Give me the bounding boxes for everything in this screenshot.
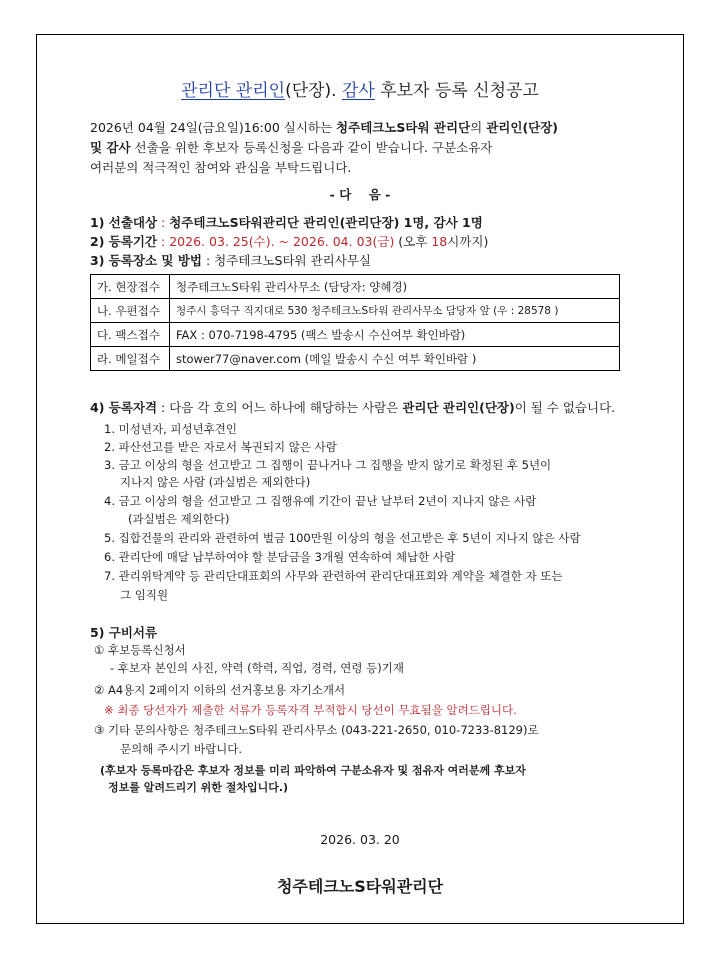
intro-line-3: 여러분의 적극적인 참여와 관심을 부탁드립니다. [90, 160, 352, 175]
list-item: 그 임직원 [120, 588, 169, 602]
warning-text: ※ 최종 당선자가 제출한 서류가 등록자격 부적합시 당선이 무효됨을 알려드립니다. [104, 703, 517, 717]
section-place: 3) 등록장소 및 방법 : 청주테크노S타워 관리사무실 [90, 253, 371, 268]
list-item: 7. 관리위탁계약 등 관리단대표회의 사무와 관련하여 관리단대표회와 계약을 체결한 자 또는 [104, 569, 563, 583]
list-item: 5. 집합건물의 관리와 관련하여 벌금 100만원 이상의 형을 선고받은 후 5년이 지나지 않은 사람 [104, 531, 581, 545]
table-key: 다. 팩스접수 [91, 323, 170, 347]
section-qualification: 4) 등록자격 : 다음 각 호의 어느 하나에 해당하는 사람은 관리단 관리인(단장)이 될 수 없습니다. [90, 400, 616, 415]
table-value: FAX : 070-7198-4795 (팩스 발송시 수신여부 확인바람) [170, 323, 620, 347]
table-value: 청주테크노S타워 관리사무소 (담당자: 양혜경) [170, 275, 620, 299]
note-line-2: 정보를 알려드리기 위한 절차입니다.) [108, 781, 289, 794]
section-period: 2) 등록기간 : 2026. 03. 25(수). ~ 2026. 04. 03(금) (오후 18시까지) [90, 234, 489, 249]
list-item: 6. 관리단에 매달 납부하여야 할 분담금을 3개월 연속하여 체납한 사람 [104, 550, 456, 564]
issuer-name: 청주테크노S타워관리단 [276, 877, 444, 896]
table-key: 라. 메일접수 [91, 347, 170, 371]
notice-date: 2026. 03. 20 [320, 832, 400, 847]
intro-line-1: 2026년 04월 24일(금요일)16:00 실시하는 청주테크노S타워 관리단의 관리인(단장) [90, 120, 559, 135]
table-row [91, 299, 620, 323]
table-row [91, 347, 620, 371]
section-target: 1) 선출대상 : 청주테크노S타워관리단 관리인(관리단장) 1명, 감사 1명 [90, 215, 483, 230]
list-item: 3. 금고 이상의 형을 선고받고 그 집행이 끝나거나 그 집행을 받지 않기로 확정된 후 5년이 [104, 458, 552, 472]
intro-line-2: 및 감사 선출을 위한 후보자 등록신청을 다음과 같이 받습니다. 구분소유자 [90, 140, 493, 155]
table-row [91, 275, 620, 299]
list-item: 1. 미성년자, 피성년후견인 [104, 422, 238, 436]
section-heading: - 다 음 - [329, 187, 391, 202]
page-title: 관리단 관리인(단장). 감사 후보자 등록 신청공고 [181, 81, 539, 101]
note-line-1: (후보자 등록마감은 후보자 정보를 미리 파악하여 구분소유자 및 점유자 여러분께 후보자 [100, 764, 526, 777]
document-item: ③ 기타 문의사항은 청주테크노S타워 관리사무소 (043-221-2650, 010-7233-8129)로 [94, 723, 539, 737]
table-key: 나. 우편접수 [91, 299, 170, 323]
list-item: (과실범은 제외한다) [128, 512, 230, 526]
registration-table [90, 274, 620, 371]
document-item: ② A4용지 2페이지 이하의 선거홍보용 자기소개서 [94, 683, 346, 697]
table-value: 청주시 흥덕구 직지대로 530 청주테크노S타워 관리사무소 담당자 앞 (우 : 28578 ) [170, 299, 620, 323]
document-item-cont: 문의해 주시기 바랍니다. [120, 742, 243, 756]
list-item: 지나지 않은 사람 (과실범은 제외한다) [120, 475, 311, 489]
document-item: ① 후보등록신청서 [94, 643, 186, 657]
list-item: 2. 파산선고를 받은 자로서 복권되지 않은 사람 [104, 440, 337, 454]
list-item: 4. 금고 이상의 형을 선고받고 그 집행유예 기간이 끝난 날부터 2년이 지나지 않은 사람 [104, 494, 537, 508]
section-documents: 5) 구비서류 [90, 625, 158, 640]
table-key: 가. 현장접수 [91, 275, 170, 299]
table-value [170, 347, 620, 371]
email-link[interactable]: stower77@naver.com (메일 발송시 수신 여부 확인바람 ) [176, 351, 477, 366]
table-row [91, 323, 620, 347]
document-subitem: - 후보자 본인의 사진, 약력 (학력, 직업, 경력, 연령 등)기재 [110, 661, 404, 675]
